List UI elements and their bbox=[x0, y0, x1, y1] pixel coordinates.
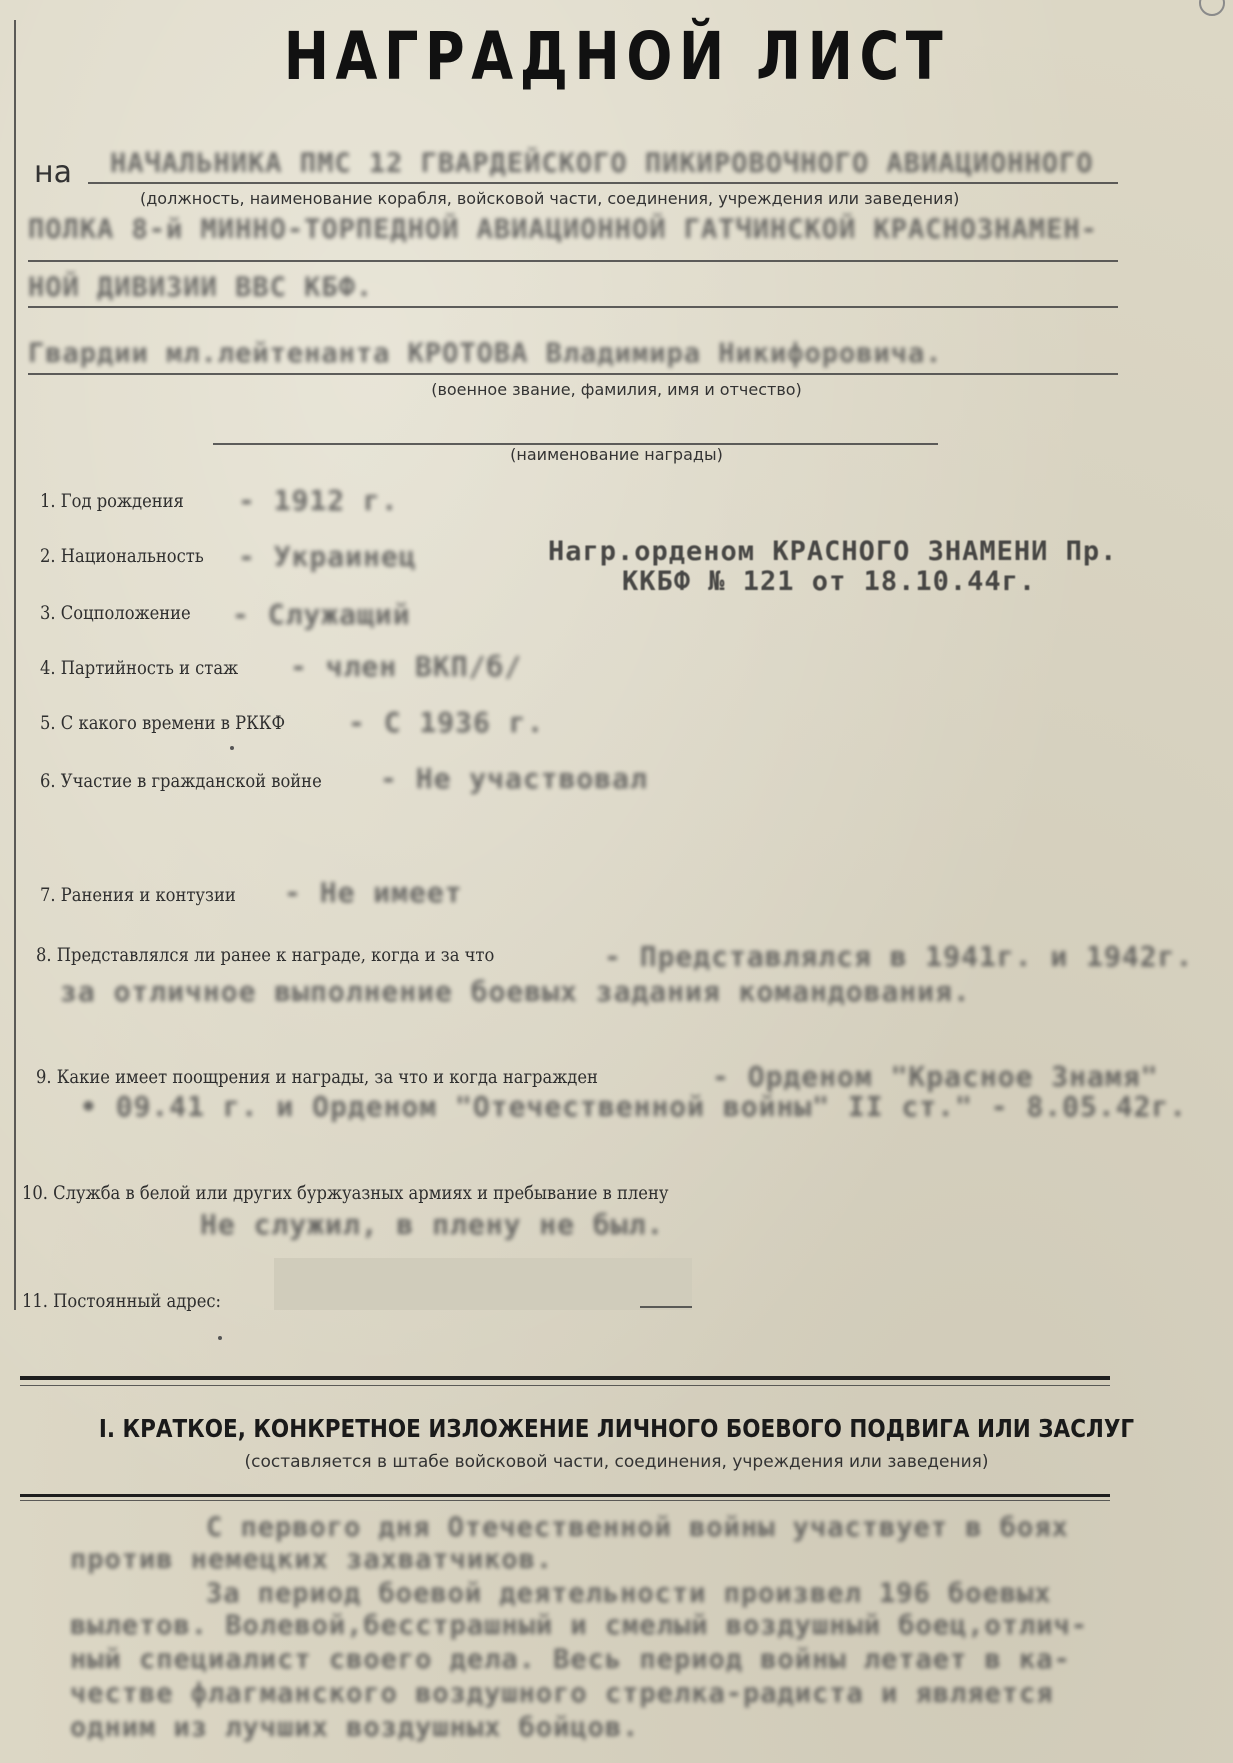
q3-answer: - Служащий bbox=[232, 598, 411, 631]
q1-answer: - 1912 г. bbox=[238, 484, 399, 517]
name-rule bbox=[28, 373, 1118, 375]
q11-label: 11. Постоянный адрес: bbox=[22, 1290, 222, 1312]
name-value: Гвардии мл.лейтенанта КРОТОВА Владимира Никифоровича. bbox=[28, 338, 943, 369]
position-line-1: НАЧАЛЬНИКА ПМС 12 ГВАРДЕЙСКОГО ПИКИРОВОЧНОГО АВИАЦИОННОГО bbox=[110, 148, 1094, 179]
position-rule-2 bbox=[28, 260, 1118, 262]
q10-label: 10. Служба в белой или других буржуазных армиях и пребывание в плену bbox=[22, 1182, 669, 1204]
q9-answer-2: • 09.41 г. и Орденом "Отечественной войны" II ст." - 8.05.42г. bbox=[80, 1090, 1188, 1123]
award-caption: (наименование награды) bbox=[510, 445, 723, 464]
q8-answer: - Представлялся в 1941г. и 1942г. bbox=[604, 940, 1194, 973]
q6-label: 6. Участие в гражданской войне bbox=[40, 770, 322, 792]
narrative-line-4: вылетов. Волевой,бесстрашный и смелый воздушный боец,отлич- bbox=[70, 1610, 1089, 1641]
q9-answer: - Орденом "Красное Знамя" bbox=[712, 1060, 1159, 1093]
section-bottom-rule-thin bbox=[20, 1500, 1110, 1501]
narrative-line-6: честве флагманского воздушного стрелка-радиста и является bbox=[70, 1678, 1054, 1709]
ink-speck-2 bbox=[218, 1336, 222, 1340]
q7-label: 7. Ранения и контузии bbox=[40, 884, 236, 906]
document-title: НАГРАДНОЙ ЛИСТ bbox=[283, 18, 950, 95]
narrative-line-5: ный специалист своего дела. Весь период войны летает в ка- bbox=[70, 1644, 1071, 1675]
position-caption: (должность, наименование корабля, войсковой части, соединения, учреждения или заведения) bbox=[140, 189, 960, 208]
position-rule-1 bbox=[88, 182, 1118, 184]
position-line-2: ПОЛКА 8-й МИННО-ТОРПЕДНОЙ АВИАЦИОННОЙ ГАТЧИНСКОЙ КРАСНОЗНАМЕН- bbox=[28, 214, 1098, 245]
narrative-line-2: против немецких захватчиков. bbox=[70, 1544, 554, 1575]
q8-label: 8. Представлялся ли ранее к награде, когда и за что bbox=[36, 944, 495, 966]
q4-label: 4. Партийность и стаж bbox=[40, 657, 239, 679]
position-line-3: НОЙ ДИВИЗИИ ВВС КБФ. bbox=[28, 272, 374, 303]
punch-hole bbox=[1199, 0, 1225, 16]
q9-label: 9. Какие имеет поощрения и награды, за что и когда награжден bbox=[36, 1066, 598, 1088]
q10-answer: Не служил, в плену не был. bbox=[200, 1208, 665, 1241]
q5-answer: - С 1936 г. bbox=[348, 706, 545, 739]
q5-label: 5. С какого времени в РККФ bbox=[40, 712, 286, 734]
section-top-rule bbox=[20, 1376, 1110, 1380]
narrative-line-7: одним из лучших воздушных бойцов. bbox=[70, 1712, 640, 1743]
q7-answer: - Не имеет bbox=[284, 876, 463, 909]
left-margin-line bbox=[14, 20, 16, 1310]
q2-label: 2. Национальность bbox=[40, 545, 204, 567]
q6-answer: - Не участвовал bbox=[380, 762, 648, 795]
narrative-line-1: С первого дня Отечественной войны участвует в боях bbox=[206, 1512, 1069, 1543]
position-rule-3 bbox=[28, 306, 1118, 308]
section-title: I. КРАТКОЕ, КОНКРЕТНОЕ ИЗЛОЖЕНИЕ ЛИЧНОГО БОЕВОГО ПОДВИГА ИЛИ ЗАСЛУГ bbox=[98, 1414, 1135, 1443]
ink-speck bbox=[230, 746, 234, 750]
q3-label: 3. Соцположение bbox=[40, 602, 191, 624]
address-redaction bbox=[274, 1258, 692, 1310]
award-note-line-1: Нагр.орденом КРАСНОГО ЗНАМЕНИ Пр. bbox=[548, 536, 1118, 567]
name-caption: (военное звание, фамилия, имя и отчество) bbox=[431, 380, 802, 399]
award-note-line-2: ККБФ № 121 от 18.10.44г. bbox=[622, 566, 1037, 597]
address-rule bbox=[640, 1306, 692, 1308]
q2-answer: - Украинец bbox=[238, 540, 417, 573]
section-subtitle: (составляется в штабе войсковой части, соединения, учреждения или заведения) bbox=[244, 1452, 989, 1472]
q1-label: 1. Год рождения bbox=[40, 490, 184, 512]
section-bottom-rule bbox=[20, 1494, 1110, 1497]
na-label: на bbox=[34, 155, 72, 190]
narrative-line-3: За период боевой деятельности произвел 196 боевых bbox=[206, 1578, 1052, 1609]
q8-answer-2: за отличное выполнение боевых задания командования. bbox=[60, 975, 971, 1008]
q4-answer: - член ВКП/б/ bbox=[290, 650, 523, 683]
section-top-rule-thin bbox=[20, 1385, 1110, 1386]
